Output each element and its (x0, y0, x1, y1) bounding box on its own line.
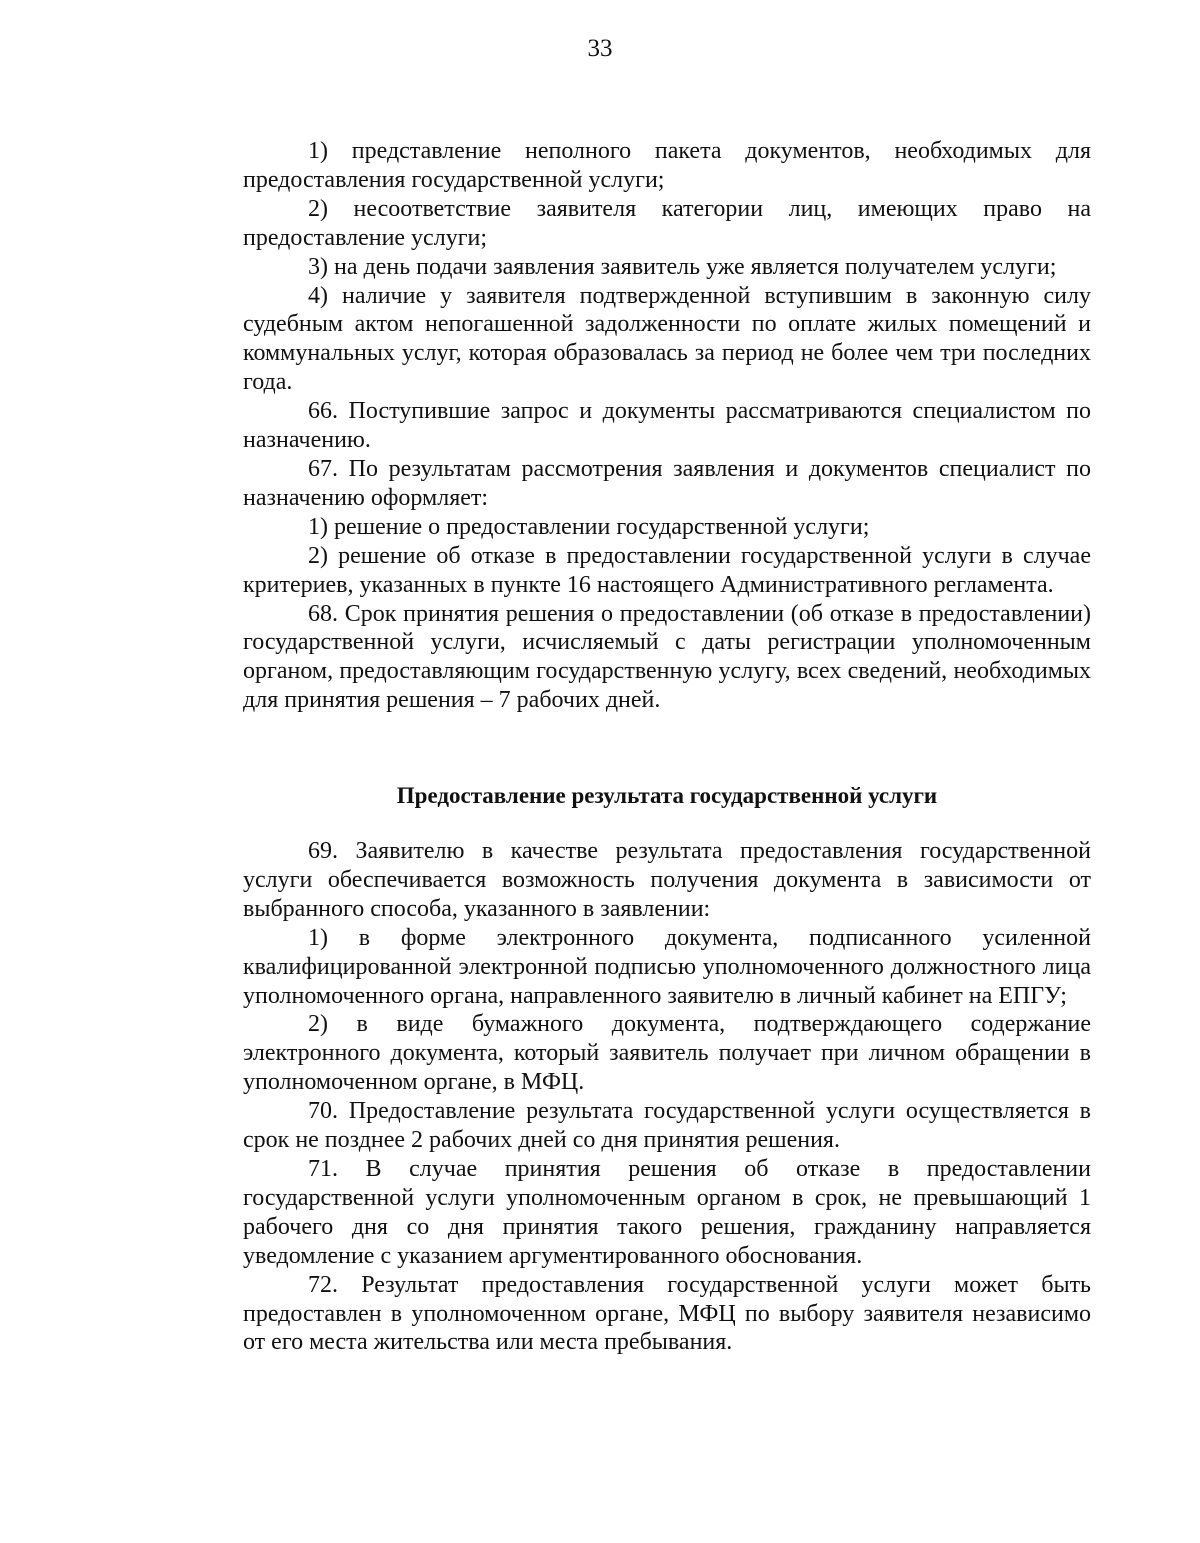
page-number: 33 (587, 35, 613, 62)
paragraph-item-2: 2) несоответствие заявителя категории лиц, имеющих право на предоставление услуги; (243, 195, 1091, 251)
paragraph-67-item-1: 1) решение о предоставлении государственной услуги; (308, 513, 870, 540)
bottom-paragraphs (243, 837, 1091, 1357)
section-heading: Предоставление результата государственной услуги (396, 783, 938, 808)
paragraph-item-3: 3) на день подачи заявления заявитель уже является получателем услуги; (308, 253, 1057, 280)
paragraph-69: 69. Заявителю в качестве результата предоставления государственной услуги обеспечивается возможность получения документа в зависимости от выбранного способа, указанного в заявлении: (243, 838, 1091, 922)
paragraph-72: 72. Результат предоставления государственной услуги может быть предоставлен в уполномоченном органе, МФЦ по выбору заявителя независимо от его места жительства или места пребывания. (243, 1271, 1091, 1356)
paragraph-67: 67. По результатам рассмотрения заявления и документов специалист по назначению оформляет: (243, 455, 1091, 511)
paragraph-67-item-2: 2) решение об отказе в предоставлении государственной услуги в случае критериев, указанных в пункте 16 настоящего Административного регламента. (243, 542, 1091, 598)
paragraph-66: 66. Поступившие запрос и документы рассматриваются специалистом по назначению. (243, 398, 1091, 454)
paragraph-item-4: 4) наличие у заявителя подтвержденной вступившим в законную силу судебным актом непогашенной задолженности по оплате жилых помещений и коммунальных услуг, которая образовалась за период не более чем три последних года. (243, 282, 1091, 396)
paragraph-70: 70. Предоставление результата государственной услуги осуществляется в срок не позднее 2 рабочих дней со дня принятия решения. (243, 1098, 1091, 1154)
top-paragraphs (243, 137, 1091, 715)
paragraph-68: 68. Срок принятия решения о предоставлении (об отказе в предоставлении) государственной услуги, исчисляемый с даты регистрации уполномоченным органом, предоставляющим государственную услугу, всех сведений, необходимых для принятия решения – 7 рабочих дней. (243, 600, 1091, 714)
paragraph-71: 71. В случае принятия решения об отказе в предоставлении государственной услуги уполномоченным органом в срок, не превышающий 1 рабочего дня со дня принятия такого решения, гражданину направляется уведомление с указанием аргументированного обоснования. (243, 1155, 1091, 1269)
paragraph-item-1: 1) представление неполного пакета документов, необходимых для предоставления государственной услуги; (243, 138, 1091, 193)
paragraph-69-item-1: 1) в форме электронного документа, подписанного усиленной квалифицированной электронной подписью уполномоченного должностного лица уполномоченного органа, направленного заявителю в личный кабинет на ЕПГУ; (243, 924, 1091, 1009)
paragraph-69-item-2: 2) в виде бумажного документа, подтверждающего содержание электронного документа, который заявитель получает при личном обращении в уполномоченном органе, в МФЦ. (243, 1011, 1091, 1096)
